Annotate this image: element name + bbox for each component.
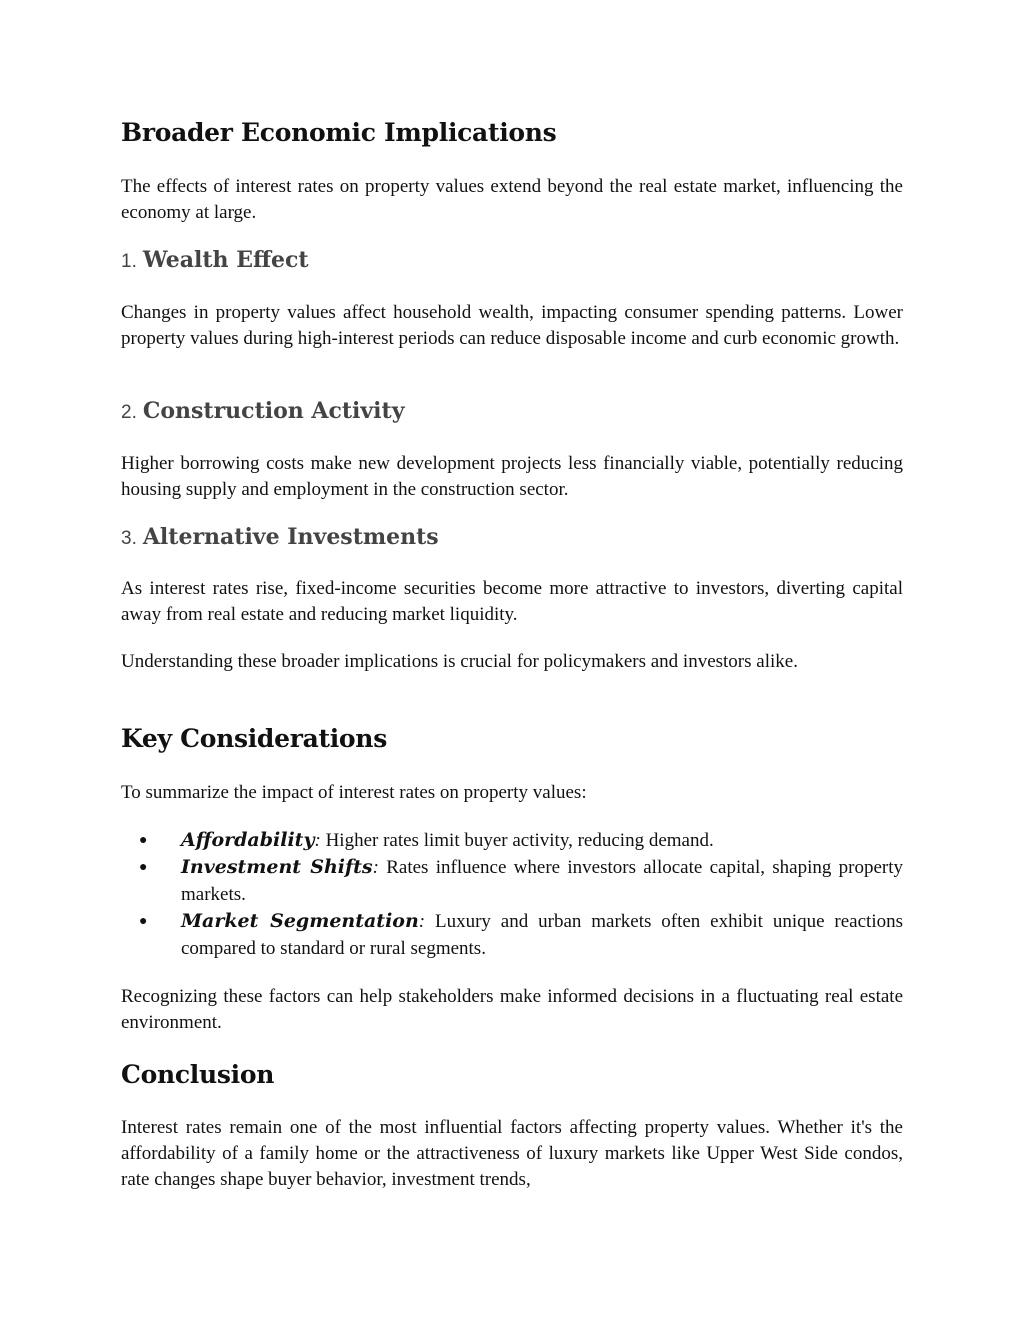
key-considerations-closing: Recognizing these factors can help stakeholders make informed decisions in a fluctuating real estate environment.: [121, 986, 903, 1033]
bullet-text: Higher rates limit buyer activity, reducing demand.: [325, 830, 714, 851]
bullet-icon: ●: [139, 914, 148, 929]
construction-activity-paragraph: Higher borrowing costs make new development projects less financially viable, potentially reducing housing supply and employment in the construction sector.: [121, 453, 903, 500]
key-considerations-intro: To summarize the impact of interest rates on property values:: [121, 782, 587, 803]
conclusion-paragraph: Interest rates remain one of the most influential factors affecting property values. Whether it's the affordability of a family home or the attractiveness of luxury markets like Upper West Side condos, rate changes shape buyer behavior, investment trends,: [121, 1117, 903, 1190]
section-title: Construction Activity: [142, 398, 405, 424]
bullet-text: Luxury and urban markets often exhibit unique reactions compared to standard or rural segments.: [181, 911, 903, 959]
bullet-term: Affordability: [181, 829, 315, 851]
alternative-investments-paragraph: As interest rates rise, fixed-income securities become more attractive to investors, diverting capital away from real estate and reducing market liquidity.: [121, 578, 903, 625]
heading-conclusion: Conclusion: [121, 1060, 275, 1089]
section-number: 1.: [121, 251, 137, 272]
bullet-icon: ●: [139, 833, 148, 848]
heading-wealth-effect: [121, 247, 309, 273]
wealth-effect-paragraph: Changes in property values affect household wealth, impacting consumer spending patterns. Lower property values during high-interest periods can reduce disposable income and curb economic growth.: [121, 302, 903, 349]
section-number: 3.: [121, 528, 137, 549]
bullet-term: Investment Shifts: [181, 856, 373, 878]
list-item: ● Market Segmentation: Luxury and urban markets often exhibit unique reactions compared to standard or rural segments.: [139, 910, 903, 959]
bullet-icon: ●: [139, 860, 148, 875]
heading-alternative-investments: [121, 524, 439, 550]
heading-key-considerations: Key Considerations: [121, 724, 387, 753]
key-considerations-list: [121, 827, 903, 962]
section-title: Alternative Investments: [142, 524, 439, 550]
broader-intro-paragraph: The effects of interest rates on property values extend beyond the real estate market, influencing the economy at large.: [121, 176, 903, 223]
heading-construction-activity: [121, 398, 405, 424]
list-item: ● Affordability: Higher rates limit buyer activity, reducing demand.: [121, 827, 903, 854]
section-number: 2.: [121, 402, 137, 423]
broader-closing-paragraph: Understanding these broader implications is crucial for policymakers and investors alike.: [121, 651, 798, 672]
heading-broader-economic-implications: Broader Economic Implications: [121, 118, 557, 147]
bullet-text: Rates influence where investors allocate capital, shaping property markets.: [181, 857, 903, 905]
section-title: Wealth Effect: [142, 247, 309, 273]
bullet-term: Market Segmentation: [181, 910, 419, 932]
list-item: ● Investment Shifts: Rates influence where investors allocate capital, shaping property markets.: [139, 856, 903, 905]
